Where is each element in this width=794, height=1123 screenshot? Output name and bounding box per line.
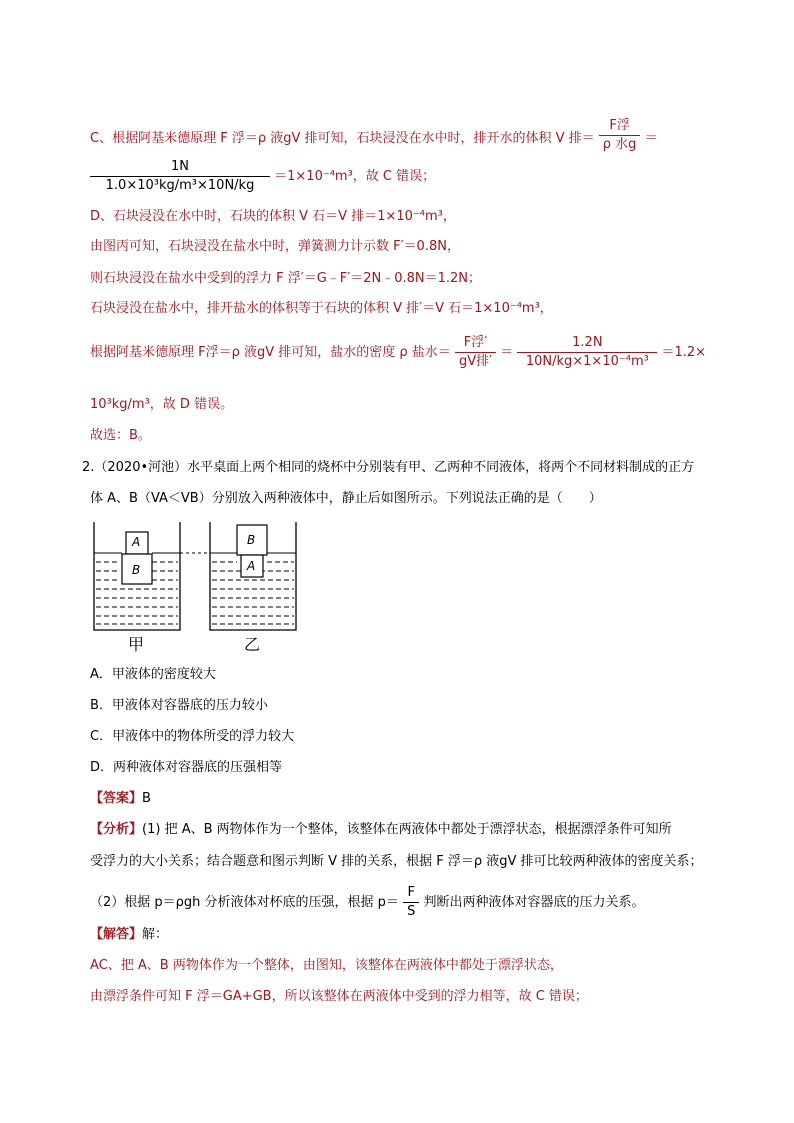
beakers-svg xyxy=(92,520,302,655)
d5-frac2-num: 1.2N xyxy=(572,335,603,350)
analysis3-b: 判断出两种液体对容器底的压力关系。 xyxy=(423,895,645,910)
answer-value: B xyxy=(142,791,151,806)
c-frac2-den: 1.0×10³kg/m³×10N/kg xyxy=(90,176,270,195)
solution-tail: 解： xyxy=(142,927,169,942)
c-frac1-num: F浮 xyxy=(609,118,630,133)
analysis-line2: 受浮力的大小关系；结合题意和图示判断 V 排的关系，根据 F 浮＝ρ 液gV 排可比较两种液体的密度关系； xyxy=(90,854,703,869)
analysis-text1: (1) 把 A、B 两物体作为一个整体，该整体在两液体中都处于漂浮状态，根据漂浮条件可知所 xyxy=(142,822,672,837)
d5-fraction-2 xyxy=(517,334,657,371)
line-d6: 10³kg/m³，故 D 错误。 xyxy=(90,397,234,412)
option-a: A．甲液体的密度较大 xyxy=(90,667,216,682)
line-c xyxy=(90,117,658,154)
left-block-b-label: B xyxy=(132,563,141,577)
c-frac1-den: ρ 水g xyxy=(599,135,641,154)
solution-line1: AC、把 A、B 两物体作为一个整体，由图知，该整体在两液体中都处于漂浮状态， xyxy=(90,958,563,973)
line-c-frac xyxy=(90,158,435,195)
beaker-figure xyxy=(92,520,302,655)
d5-eq: ＝ xyxy=(500,345,514,360)
c-fraction-1 xyxy=(599,117,641,154)
analysis-line3 xyxy=(90,884,644,921)
pressure-frac-den: S xyxy=(403,902,419,921)
line-d3: 则石块浸没在盐水中受到的浮力 F 浮′＝G﹣F′＝2N﹣0.8N＝1.2N； xyxy=(90,271,481,286)
d5-frac2-den: 10N/kg×1×10⁻⁴m³ xyxy=(517,352,657,371)
pressure-fraction xyxy=(403,884,419,921)
c-intro: C、根据阿基米德原理 F 浮＝ρ 液gV 排可知，石块浸没在水中时，排开水的体积 V 排＝ xyxy=(90,131,595,146)
solution-line2: 由漂浮条件可知 F 浮＝GA+GB，所以该整体在两液体中受到的浮力相等，故 C 错误； xyxy=(90,989,588,1004)
answer-line xyxy=(90,790,151,808)
caption-yi: 乙 xyxy=(244,635,261,654)
c-fraction-2 xyxy=(90,158,270,195)
line-d1: D、石块浸没在水中时，石块的体积 V 石＝V 排＝1×10⁻⁴m³， xyxy=(90,209,456,224)
option-b: B．甲液体对容器底的压力较小 xyxy=(90,698,268,713)
line-d4: 石块浸没在盐水中，排开盐水的体积等于石块的体积 V 排′＝V 石＝1×10⁻⁴m³， xyxy=(90,301,553,316)
c-frac2-num: 1N xyxy=(171,159,189,174)
caption-jia: 甲 xyxy=(128,635,145,654)
left-block-a-label: A xyxy=(132,535,141,549)
analysis-tag: 【分析】 xyxy=(90,822,143,837)
q2-stem-line1: 2.（2020•河池）水平桌面上两个相同的烧杯中分别装有甲、乙两种不同液体，将两个不同材料制成的正方 xyxy=(82,460,695,475)
right-block-a-label: A xyxy=(247,559,256,573)
option-c: C．甲液体中的物体所受的浮力较大 xyxy=(90,729,295,744)
answer-tag: 【答案】 xyxy=(90,791,143,806)
d5-intro: 根据阿基米德原理 F浮＝ρ 液gV 排可知，盐水的密度 ρ 盐水＝ xyxy=(90,345,451,360)
line-d5 xyxy=(90,334,706,371)
d5-fraction-1 xyxy=(455,334,496,371)
right-block-b-label: B xyxy=(247,533,256,547)
solution-tag: 【解答】 xyxy=(90,927,143,942)
c-result: ＝1×10⁻⁴m³，故 C 错误； xyxy=(274,169,436,184)
c-eq-tail: ＝ xyxy=(644,131,658,146)
pressure-frac-num: F xyxy=(407,885,415,900)
solution-heading xyxy=(90,926,168,944)
d5-result: ＝1.2× xyxy=(661,345,707,360)
q2-stem-line2: 体 A、B（VA＜VB）分别放入两种液体中，静止后如图所示。下列说法正确的是（ ） xyxy=(90,491,602,506)
analysis3-a: （2）根据 p＝ρgh 分析液体对杯底的压强，根据 p＝ xyxy=(90,895,399,910)
line-d2: 由图丙可知，石块浸没在盐水中时，弹簧测力计示数 F′＝0.8N， xyxy=(90,239,460,254)
analysis-line1 xyxy=(90,821,672,839)
d5-frac1-den: gV排′ xyxy=(455,352,496,371)
option-d: D．两种液体对容器底的压强相等 xyxy=(90,760,283,775)
line-answer1: 故选：B。 xyxy=(90,428,151,443)
d5-frac1-num: F浮′ xyxy=(463,335,488,350)
